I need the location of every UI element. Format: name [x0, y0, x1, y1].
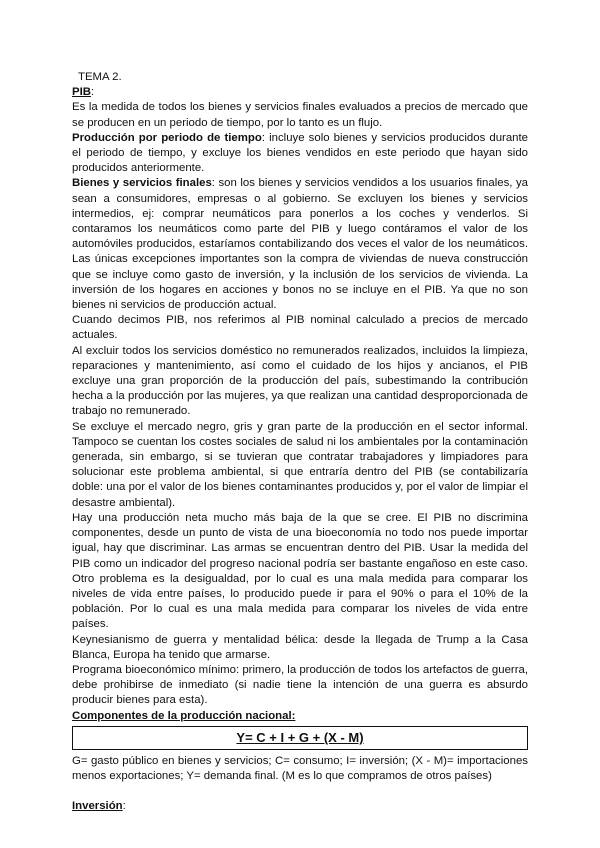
pib-definition: Es la medida de todos los bienes y servicios finales evaluados a precios de mercado que se producen en un periodo de tiempo, por lo tanto es un flujo. [72, 101, 528, 129]
bienes-text: : son los bienes y servicios vendidos a los usuarios finales, ya sean a consumidores, empresas o al gobierno. Se excluyen los bienes y servicios intermedios, ej: comprar neumáticos para ponerlos a los coches y venderlos. Si contaramos los neumáticos como parte del PIB y luego contáramos el valor de los automóviles producidos, estaríamos contabilizando dos veces el valor de los neumáticos. Las únicas excepciones importantes son la compra de viviendas de nueva construcción que se incluye como gasto de inversión, y la inclusión de los servicios de vivienda. La inversión de los hogares en acciones y bonos no se incluye en el PIB. Ya que no son bienes ni servicios de producción actual. [72, 177, 528, 312]
componentes-heading: Componentes de la producción nacional: [72, 709, 296, 722]
paragraph-produccion-neta: Hay una producción neta mucho más baja de la que se cree. El PIB no discrimina componentes, desde un punto de vista de una bioeconomía no todo nos puede importar igual, hay que discriminar. Las armas se encuentran dentro del PIB. Usar la medida del PIB como un indicador del progreso nacional podría ser bastante engañoso en este caso. Otro problema es la desigualdad, por lo cual es una mala medida para comparar los niveles de vida entre países, lo producido puede ir para el 90% o para el 10% de la población. Por lo cual es una mala medida para comparar los niveles de vida entre países. [72, 511, 528, 631]
document-page [72, 70, 528, 814]
inversion-heading-line [72, 799, 528, 814]
paragraph-keynesianismo: Keynesianismo de guerra y mentalidad bélica: desde la llegada de Trump a la Casa Blanca, Europa ha tenido que armarse. [72, 633, 528, 661]
inversion-heading: Inversión [72, 800, 123, 813]
spacer [72, 784, 528, 799]
formula-text: Y= C + I + G + (X - M) [236, 730, 364, 746]
bienes-paragraph [72, 176, 528, 313]
componentes-heading-line [72, 709, 528, 724]
produccion-paragraph [72, 131, 528, 177]
pib-heading-line [72, 85, 528, 100]
pib-colon: : [91, 86, 95, 99]
formula-legend: G= gasto público en bienes y servicios; C= consumo; I= inversión; (X - M)= importaciones menos exportaciones; Y= demanda final. (M es lo que compramos de otros países) [72, 754, 528, 782]
formula-box [72, 726, 528, 750]
paragraph-pib-nominal: Cuando decimos PIB, nos referimos al PIB nominal calculado a precios de mercado actuales. [72, 314, 528, 342]
bienes-heading: Bienes y servicios finales [72, 177, 212, 190]
inversion-colon: : [122, 800, 126, 813]
paragraph-programa-bioeconomico: Programa bioeconómico mínimo: primero, la producción de todos los artefactos de guerra, debe prohibirse de inmediato (si nadie tiene la intención de una guerra es absurdo producir bienes para esta). [72, 663, 528, 707]
pib-heading: PIB [72, 86, 91, 99]
topic-title: TEMA 2. [78, 71, 122, 83]
paragraph-servicios-domesticos: Al excluir todos los servicios doméstico no remunerados realizados, incluidos la limpieza, reparaciones y mantenimiento, así como el cuidado de los hijos y ancianos, el PIB excluye una gran proporción de la producción del país, subestimando la contribución hecha a la producción por las mujeres, ya que realizan una cantidad desproporcionada de trabajo no remunerado. [72, 344, 528, 418]
paragraph-mercado-negro: Se excluye el mercado negro, gris y gran parte de la producción en el sector informal. Tampoco se cuentan los costes sociales de salud ni los ambientales por la contaminación generada, sin embargo, si se tuvieran que contratar trabajadores y limpiadores para solucionar este problema ambiental, si que entraría dentro del PIB (se contabilizaría doble: una por el valor de los bienes contaminantes producidos y, por el valor de limpiar el desastre ambiental). [72, 420, 528, 509]
produccion-text: : incluye solo bienes y servicios producidos durante el periodo de tiempo, y excluye los bienes vendidos en este periodo que hayan sido producidos anteriormente. [72, 131, 529, 175]
produccion-heading: Producción por periodo de tiempo [72, 131, 262, 144]
